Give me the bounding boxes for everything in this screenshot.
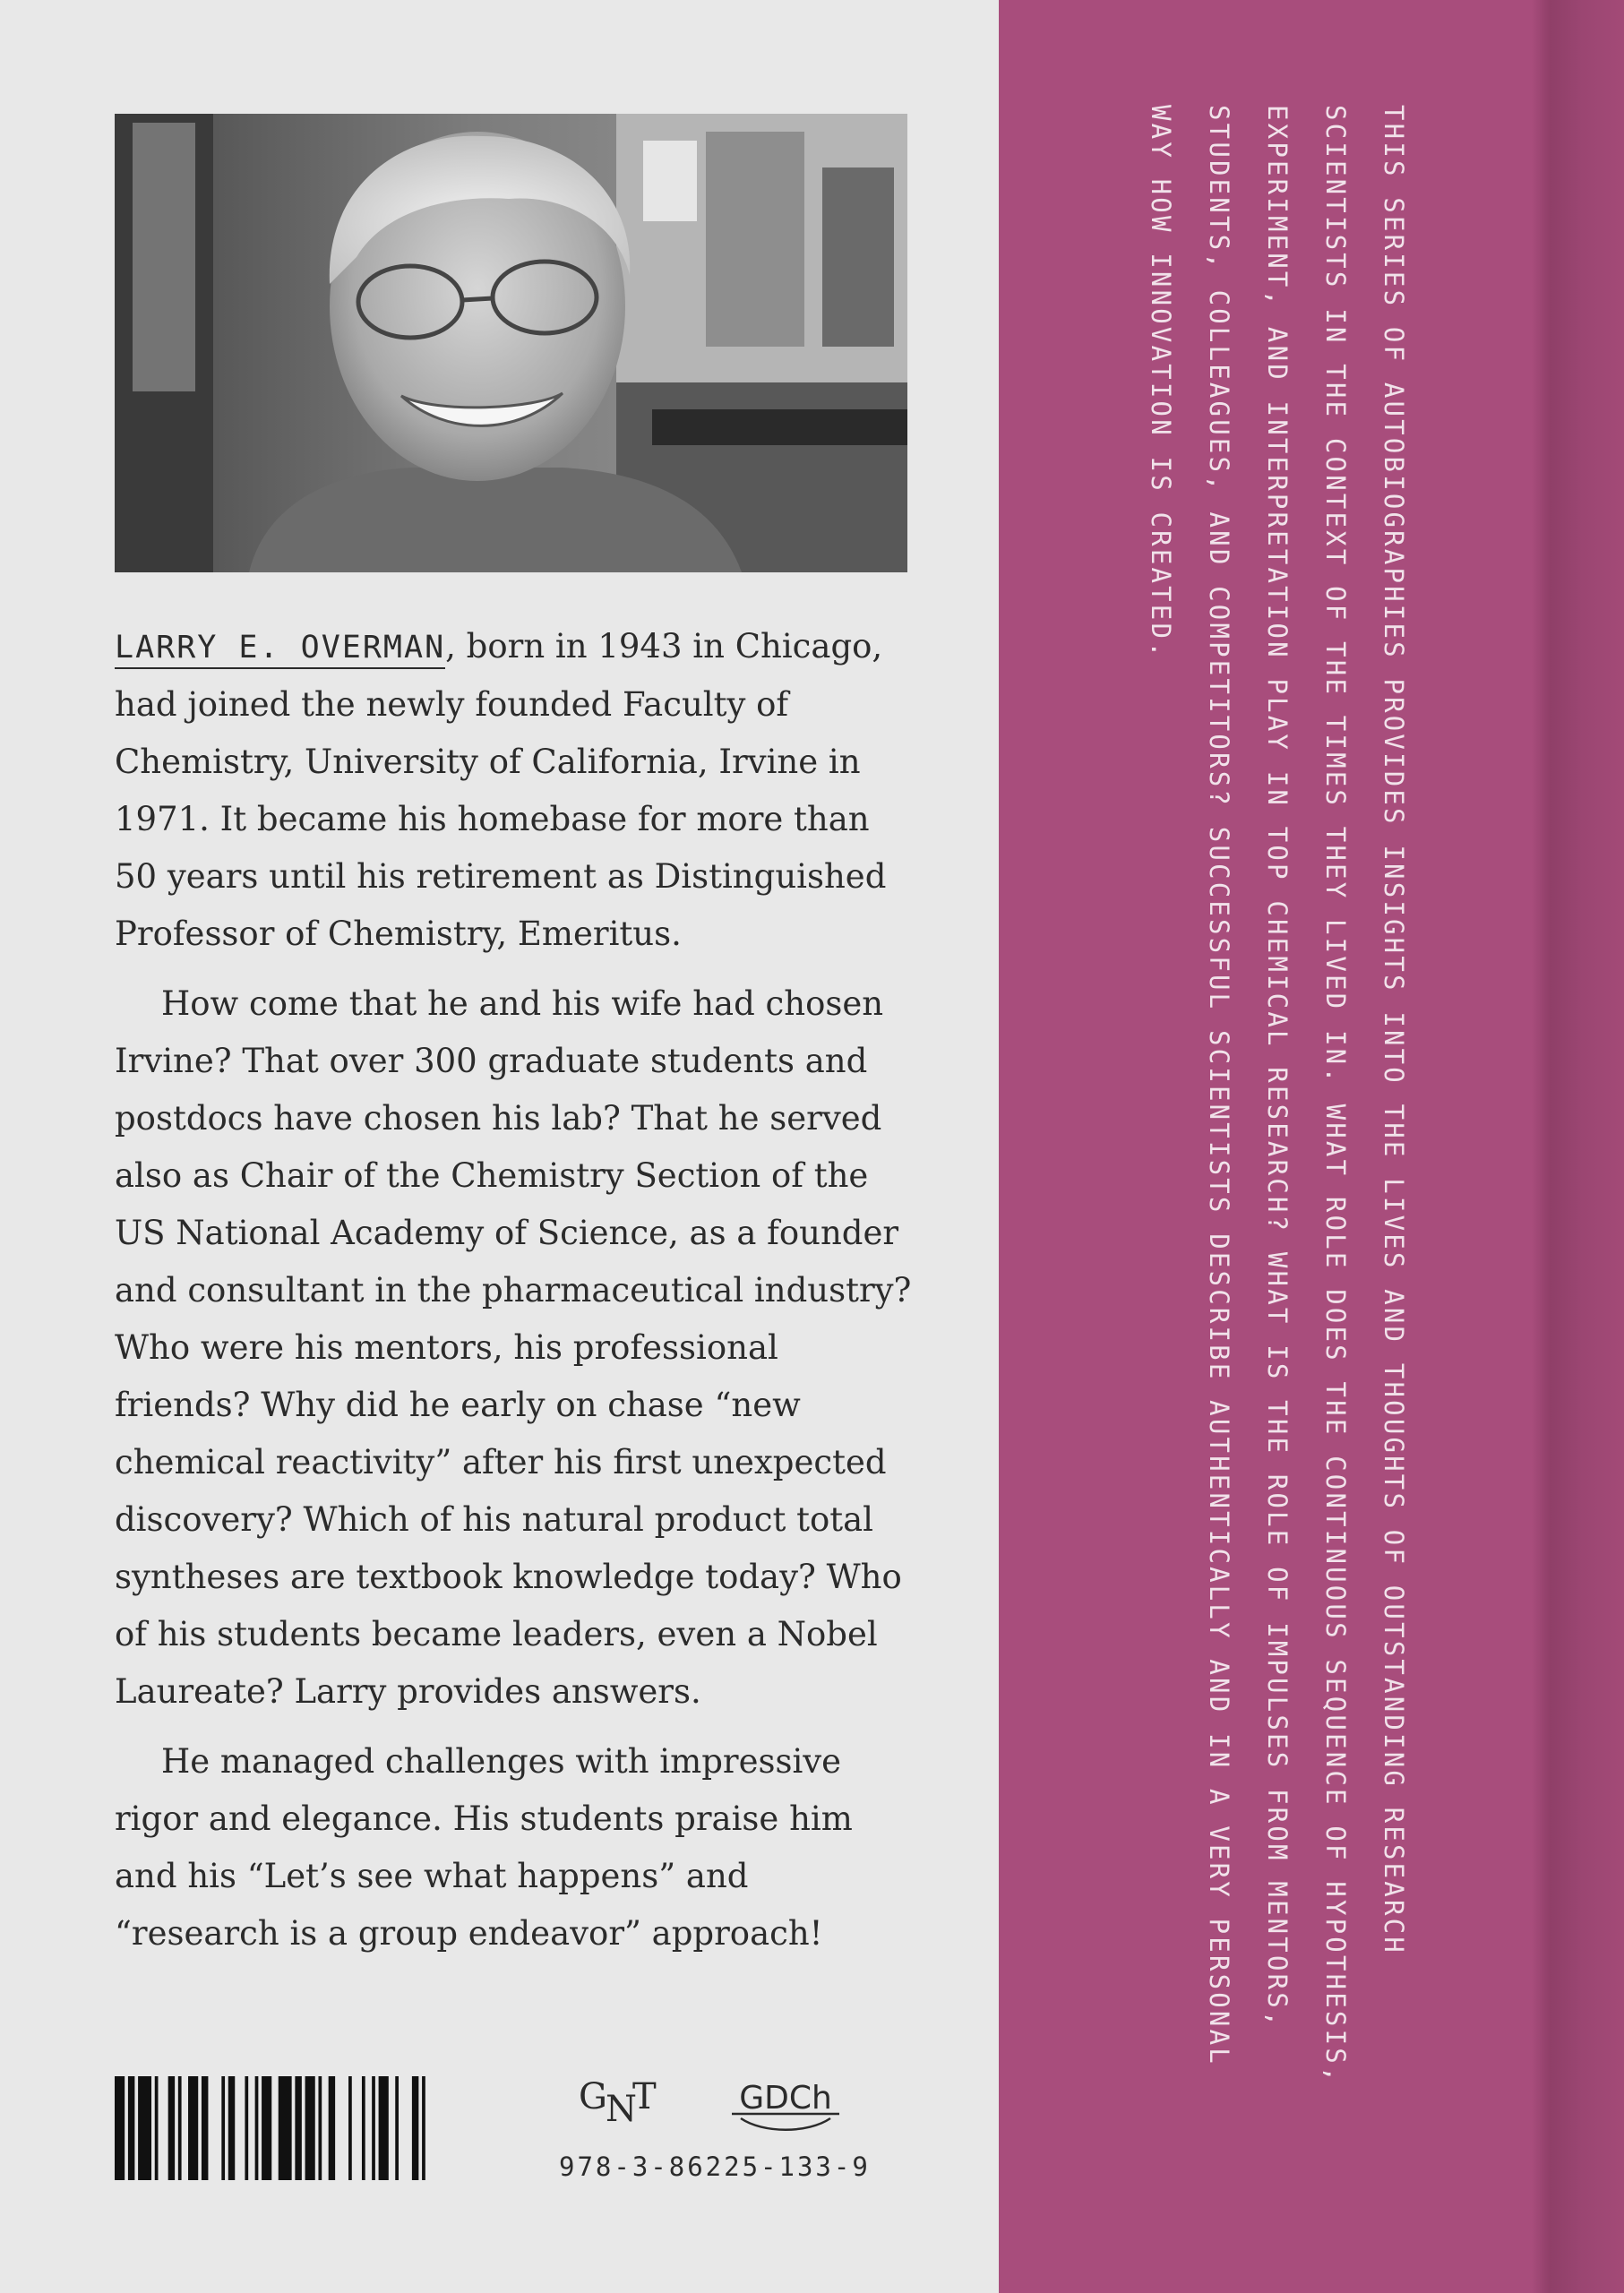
- barcode-bar: [318, 2076, 322, 2180]
- gnt-logo-letter-t: T: [632, 2076, 657, 2117]
- gnt-logo-letter-g: G: [579, 2076, 607, 2117]
- isbn-number: 978-3-86225-133-9: [559, 2151, 871, 2182]
- barcode-bar: [202, 2076, 208, 2180]
- bio-paragraph-1: [115, 618, 921, 963]
- barcode-bar: [305, 2076, 315, 2180]
- barcode-bar: [128, 2076, 134, 2180]
- barcode-bar: [279, 2076, 292, 2180]
- barcode-bar: [115, 2076, 125, 2180]
- barcode-bar: [412, 2076, 418, 2180]
- barcode-bar: [362, 2076, 365, 2180]
- author-portrait-image: [115, 114, 907, 572]
- gdch-society-logo: [727, 2074, 844, 2137]
- barcode-bar: [221, 2076, 225, 2180]
- series-blurb-container: [1073, 105, 1422, 2129]
- series-blurb: THIS SERIES OF AUTOBIOGRAPHIES PROVIDES INSIGHTS INTO THE LIVES AND THOUGHTS OF OUTSTANDING RESEARCH SCIENTISTS IN THE CONTEXT OF THE TIMES THEY LIVED IN. WHAT ROLE DOES THE CONTINUOUS SEQUENCE OF HYPOTHESIS, EXPERIMENT, AND INTERPRETATION PLAY IN TOP CHEMICAL RESEARCH? WHAT IS THE ROLE OF IMPULSES FROM MENTORS, STUDENTS, COLLEAGUES, AND COMPETITORS? SUCCESSFUL SCIENTISTS DESCRIBE AUTHENTICALLY AND IN A VERY PERSONAL WAY HOW INNOVATION IS CREATED.: [1146, 105, 1409, 2085]
- barcode-icon: [115, 2076, 435, 2180]
- gnt-publisher-logo: [579, 2076, 668, 2139]
- barcode-bar: [255, 2076, 259, 2180]
- gnt-logo-letter-n: N: [606, 2089, 637, 2130]
- author-biography: [115, 618, 921, 1975]
- barcode-bar: [155, 2076, 159, 2180]
- barcode-bar: [245, 2076, 248, 2180]
- barcode-bar: [379, 2076, 389, 2180]
- author-portrait-photo: [115, 114, 907, 572]
- barcode-bar: [178, 2076, 182, 2180]
- gdch-logo-text: GDCh: [739, 2080, 832, 2117]
- barcode-bar: [138, 2076, 151, 2180]
- barcode-bar: [168, 2076, 175, 2180]
- bio-paragraph-1-text: , born in 1943 in Chicago, had joined the newly founded Faculty of Chemistry, University of California, Irvine in 1971. It became his homebase for more than 50 years until his retirement as Distinguished Professor of Chemistry, Emeritus.: [115, 627, 887, 953]
- barcode-bar: [262, 2076, 271, 2180]
- barcode-bar: [295, 2076, 301, 2180]
- barcode-bar: [372, 2076, 375, 2180]
- author-name: LARRY E. OVERMAN: [115, 630, 445, 669]
- spine-edge-shading: [1532, 0, 1624, 2293]
- barcode-bar: [422, 2076, 425, 2180]
- barcode-graphic: [115, 2076, 435, 2180]
- bio-paragraph-3: He managed challenges with impressive rigor and elegance. His students praise him and his “Let’s see what happens” and “research is a group endeavor” approach!: [115, 1742, 853, 1953]
- bio-paragraph-2: How come that he and his wife had chosen Irvine? That over 300 graduate students and postdocs have chosen his lab? That he served also as Chair of the Chemistry Section of the US National Academy of Science, as a founder and consultant in the pharmaceutical industry? Who were his mentors, his professional friends? Why did he early on chase “new chemical reactivity” after his first unexpected discovery? Which of his natural product total syntheses are textbook knowledge today? Who of his students became leaders, even a Nobel Laureate? Larry provides answers.: [115, 984, 912, 1711]
- barcode-bar: [348, 2076, 352, 2180]
- barcode-bar: [395, 2076, 399, 2180]
- barcode-bar: [188, 2076, 198, 2180]
- barcode-bar: [228, 2076, 235, 2180]
- gdch-logo-graphic: [727, 2074, 844, 2137]
- barcode-bar: [329, 2076, 335, 2180]
